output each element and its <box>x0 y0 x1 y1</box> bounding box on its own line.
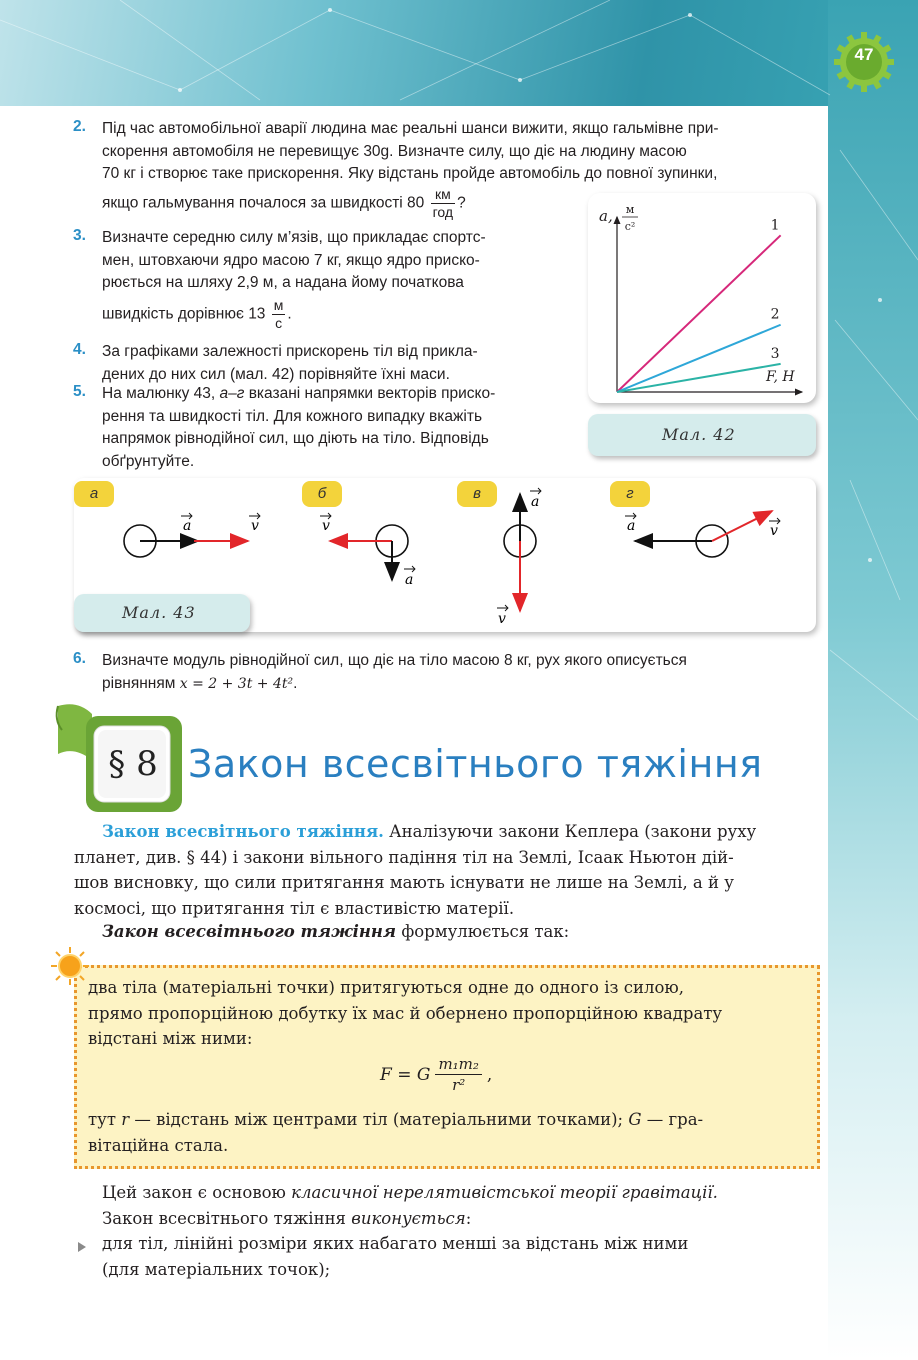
series-line-2 <box>617 325 781 392</box>
velocity-label: v <box>498 611 506 627</box>
acceleration-label: a <box>531 494 540 510</box>
problem-tail-text: швидкість дорівнює 13 <box>102 305 266 323</box>
paragraph-conditions <box>102 1206 816 1232</box>
paragraph-lead: Закон всесвітнього тяжіння. <box>102 822 384 841</box>
paragraph-text: Цей закон є основою <box>102 1183 292 1202</box>
law-line: вітаційна стала. <box>88 1135 229 1155</box>
gravitation-formula <box>380 1054 492 1095</box>
panel-a <box>124 513 260 557</box>
figure-42-caption: Мал. 42 <box>662 425 736 444</box>
problem-line: обґрунтуйте. <box>102 452 195 470</box>
unit-denominator: год <box>432 204 454 220</box>
section-number: § 8 <box>108 744 158 784</box>
paragraph-text: Закон всесвітнього тяжіння <box>102 1208 352 1228</box>
problem-2-tail <box>102 186 582 221</box>
formula-numerator: m₁m₂ <box>435 1054 481 1075</box>
theory-name: класичної нерелятивістської теорії гравітації. <box>291 1183 718 1202</box>
motion-equation: x = 2 + 3t + 4t² <box>179 675 294 692</box>
formula-fraction <box>435 1054 481 1095</box>
formula-denominator: r² <box>452 1076 466 1094</box>
law-box-border <box>74 965 77 1163</box>
panel-v <box>497 488 541 627</box>
panel-b <box>320 513 415 588</box>
y-axis-unit-bottom: с² <box>624 220 636 233</box>
problem-number: 5. <box>73 383 86 400</box>
symbol-r: r <box>121 1110 130 1129</box>
formula-end: , <box>486 1064 493 1085</box>
problem-line: Визначте середню силу м’язів, що прикладає спортс- <box>102 229 486 246</box>
law-line: прямо пропорційною добутку їх мас й обернено пропорційною квадрату <box>88 1003 723 1023</box>
series-label-1: 1 <box>770 217 780 234</box>
panel-range: а–г <box>219 385 245 402</box>
law-box-border <box>817 965 820 1163</box>
velocity-vector <box>712 511 772 541</box>
problem-line: За графіками залежності прискорень тіл від прикла- <box>102 343 478 360</box>
problem-line: рення та швидкості тіл. Для кожного випадку вкажіть <box>102 407 483 425</box>
formula-lhs: F = G <box>380 1064 431 1085</box>
acceleration-label: a <box>405 572 414 588</box>
paragraph-text: формулюється так: <box>396 922 570 941</box>
paragraph-emphasis: виконується <box>351 1208 466 1228</box>
law-line: два тіла (матеріальні точки) притягуються одне до одного із силою, <box>88 978 685 997</box>
law-text: — гра- <box>641 1110 704 1129</box>
acceleration-label: a <box>183 518 192 534</box>
unit-numerator: км <box>431 186 455 204</box>
paragraph-line: шов висновку, що сили притягання мають існувати не лише на Землі, а й у <box>74 873 734 892</box>
paragraph-law-intro <box>102 919 816 945</box>
problem-line: дених до них сил (мал. 42) порівняйте їхні маси. <box>102 365 450 383</box>
problem-tail-text: якщо гальмування почалося за швидкості 80 <box>102 194 425 212</box>
problem-number: 3. <box>73 227 86 244</box>
problem-5-text <box>102 383 564 473</box>
problem-6-text <box>102 650 816 695</box>
unit-fraction <box>431 186 455 221</box>
problem-text: . <box>293 674 298 692</box>
unit-denominator: с <box>275 315 283 331</box>
bullet-arrow-icon <box>78 1242 86 1252</box>
problem-tail-end: . <box>287 305 292 323</box>
bullet-line: для тіл, лінійні розміри яких набагато менші за відстань між ними <box>102 1234 689 1253</box>
problem-text: На малюнку 43, <box>102 385 220 402</box>
problem-line: 70 кг і створює таке прискорення. Яку відстань пройде автомобіль до повної зупинки, <box>102 165 718 182</box>
problem-line: Визначте модуль рівнодійної сил, що діє на тіло масою 8 кг, рух якого описується <box>102 652 687 669</box>
law-text: тут <box>88 1110 122 1129</box>
y-axis-unit-top: м <box>625 203 635 216</box>
paragraph-text: : <box>465 1208 472 1228</box>
problem-line: мен, штовхаючи ядро масою 7 кг, якщо ядро приско- <box>102 251 480 269</box>
symbol-g: G <box>628 1110 642 1129</box>
bullet-item <box>102 1231 816 1282</box>
problem-tail-end: ? <box>457 194 466 212</box>
section-title: Закон всесвітнього тяжіння <box>188 742 763 786</box>
problem-line <box>102 673 816 696</box>
panel-tag-b: б <box>302 481 342 507</box>
paragraph-line: космосі, що притягання тіл є властивістю матерії. <box>74 898 515 918</box>
acceleration-label: a <box>627 518 636 534</box>
problem-line: напрямок рівнодійної сил, що діють на тіло. Відповідь <box>102 430 489 447</box>
series-layer <box>617 235 781 392</box>
velocity-label: v <box>770 523 778 539</box>
acceleration-force-chart <box>588 193 816 403</box>
problem-line: скорення автомобіля не перевищує 30g. Визначте силу, що діє на людину масою <box>102 142 687 160</box>
velocity-label: v <box>251 518 259 534</box>
problem-number: 6. <box>73 650 86 667</box>
problem-3-tail <box>102 297 564 332</box>
law-line <box>88 1107 806 1133</box>
series-label-2: 2 <box>770 306 780 323</box>
problem-line <box>102 383 564 406</box>
panel-g <box>625 511 780 557</box>
y-axis-symbol: a, <box>599 207 613 225</box>
problem-number: 4. <box>73 341 86 358</box>
problem-4-text <box>102 341 564 386</box>
paragraph-line: планет, див. § 44) і закони вільного падіння тіл на Землі, Ісаак Ньютон дій- <box>74 847 734 867</box>
figure-43-caption: Мал. 43 <box>122 603 196 622</box>
paragraph-text: Аналізуючи закони Кеплера (закони руху <box>383 822 757 841</box>
paragraph-intro-cont <box>74 845 816 922</box>
bullet-line: (для матеріальних точок); <box>102 1259 331 1279</box>
page-number: 47 <box>854 45 874 64</box>
problem-line: рюється на шляху 2,9 м, а надана йому початкова <box>102 274 464 291</box>
sun-icon <box>50 946 90 986</box>
law-text: — відстань між центрами тіл (матеріальними точками); <box>129 1110 629 1129</box>
law-explanation <box>88 1107 806 1158</box>
unit-numerator: м <box>273 297 284 313</box>
velocity-label: v <box>322 518 330 534</box>
x-axis-label: F, Н <box>766 369 795 385</box>
series-label-3: 3 <box>770 345 780 362</box>
paragraph-basis <box>102 1180 816 1206</box>
problem-line: Під час автомобільної аварії людина має реальні шанси вижити, якщо гальмівне при- <box>102 120 719 137</box>
law-line: відстані між ними: <box>88 1029 253 1048</box>
paragraph-intro <box>102 819 816 845</box>
problem-text: рівнянням <box>102 674 180 692</box>
law-name: Закон всесвітнього тяжіння <box>102 922 397 941</box>
problem-text: вказані напрямки векторів приско- <box>244 385 496 402</box>
panel-tag-a: а <box>74 481 114 507</box>
problem-2-text <box>102 118 816 186</box>
panel-tag-g: г <box>610 481 650 507</box>
law-statement <box>88 975 806 1052</box>
unit-fraction <box>272 297 286 332</box>
problem-number: 2. <box>73 118 86 135</box>
panel-tag-v: в <box>457 481 497 507</box>
problem-3-text <box>102 227 564 295</box>
